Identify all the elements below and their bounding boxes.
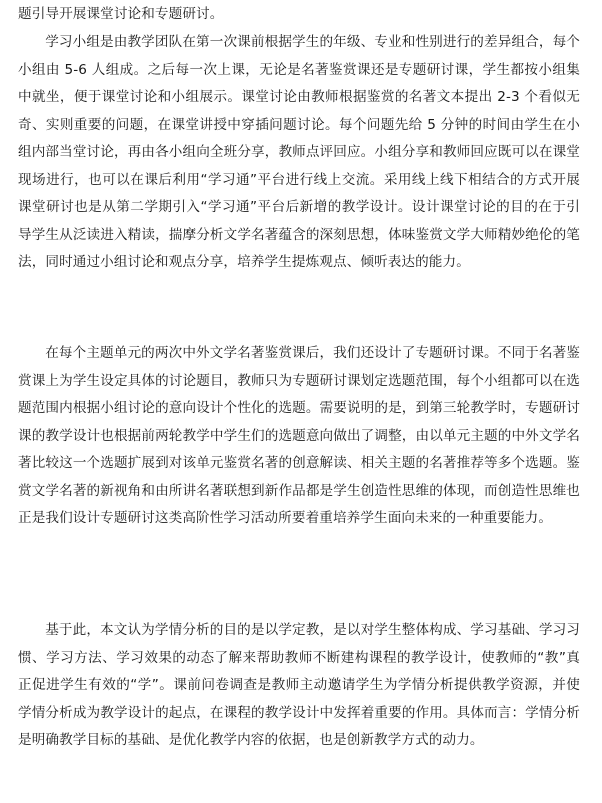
paragraph-learning-analysis: 基于此，本文认为学情分析的目的是以学定教，是以对学生整体构成、学习基础、学习习惯、学习方法、学习效果的动态了解来帮助教师不断建构课程的教学设计，使教师的“教”真正促进学生有效的“学”。课前问卷调查是教师主动邀请学生为学情分析提供教学资源，并使学情分析成为教学设计的起点，在课程的教学设计中发挥着重要的作用。具体而言：学情分析是明确教学目标的基础、是优化教学内容的依据，也是创新教学方式的动力。 [18, 622, 580, 748]
paragraph-study-groups: 学习小组是由教学团队在第一次课前根据学生的年级、专业和性别进行的差异组合，每个小组由 5-6 人组成。之后每一次上课，无论是名著鉴赏课还是专题研讨课，学生都按小组集中就坐，便于课堂讨论和小组展示。课堂讨论由教师根据鉴赏的名著文本提出 2-3 个看似无奇、实则重要的问题，在课堂讲授中穿插问题讨论。每个问题先给 5 分钟的时间由学生在小组内部当堂讨论，再由各小组向全班分享，教师点评回应。小组分享和教师回应既可以在课堂现场进行，也可以在课后利用“学习通”平台进行线上交流。采用线上线下相结合的方式开展课堂研讨也是从第二学期引入“学习通”平台后新增的教学设计。设计课堂讨论的目的在于引导学生从泛读进入精读，揣摩分析文学名著蕴含的深刻思想，体味鉴赏文学大师精妙绝伦的笔法，同时通过小组讨论和观点分享，培养学生提炼观点、倾听表达的能力。 [18, 34, 580, 270]
paragraph-continuation: 题引导开展课堂讨论和专题研讨。 [18, 6, 224, 22]
paragraph-thematic-seminar: 在每个主题单元的两次中外文学名著鉴赏课后，我们还设计了专题研讨课。不同于名著鉴赏课上为学生设定具体的讨论题目，教师只为专题研讨课划定选题范围，每个小组都可以在选题范围内根据小组讨论的意向设计个性化的选题。需要说明的是，到第三轮教学时，专题研讨课的教学设计也根据前两轮教学中学生们的选题意向做出了调整，由以单元主题的中外文学名著比较这一个选题扩展到对该单元鉴赏名著的创意解读、相关主题的名著推荐等多个选题。鉴赏文学名著的新视角和由所讲名著联想到新作品都是学生创造性思维的体现，而创造性思维也正是我们设计专题研讨这类高阶性学习活动所要着重培养学生面向未来的一种重要能力。 [18, 345, 580, 526]
